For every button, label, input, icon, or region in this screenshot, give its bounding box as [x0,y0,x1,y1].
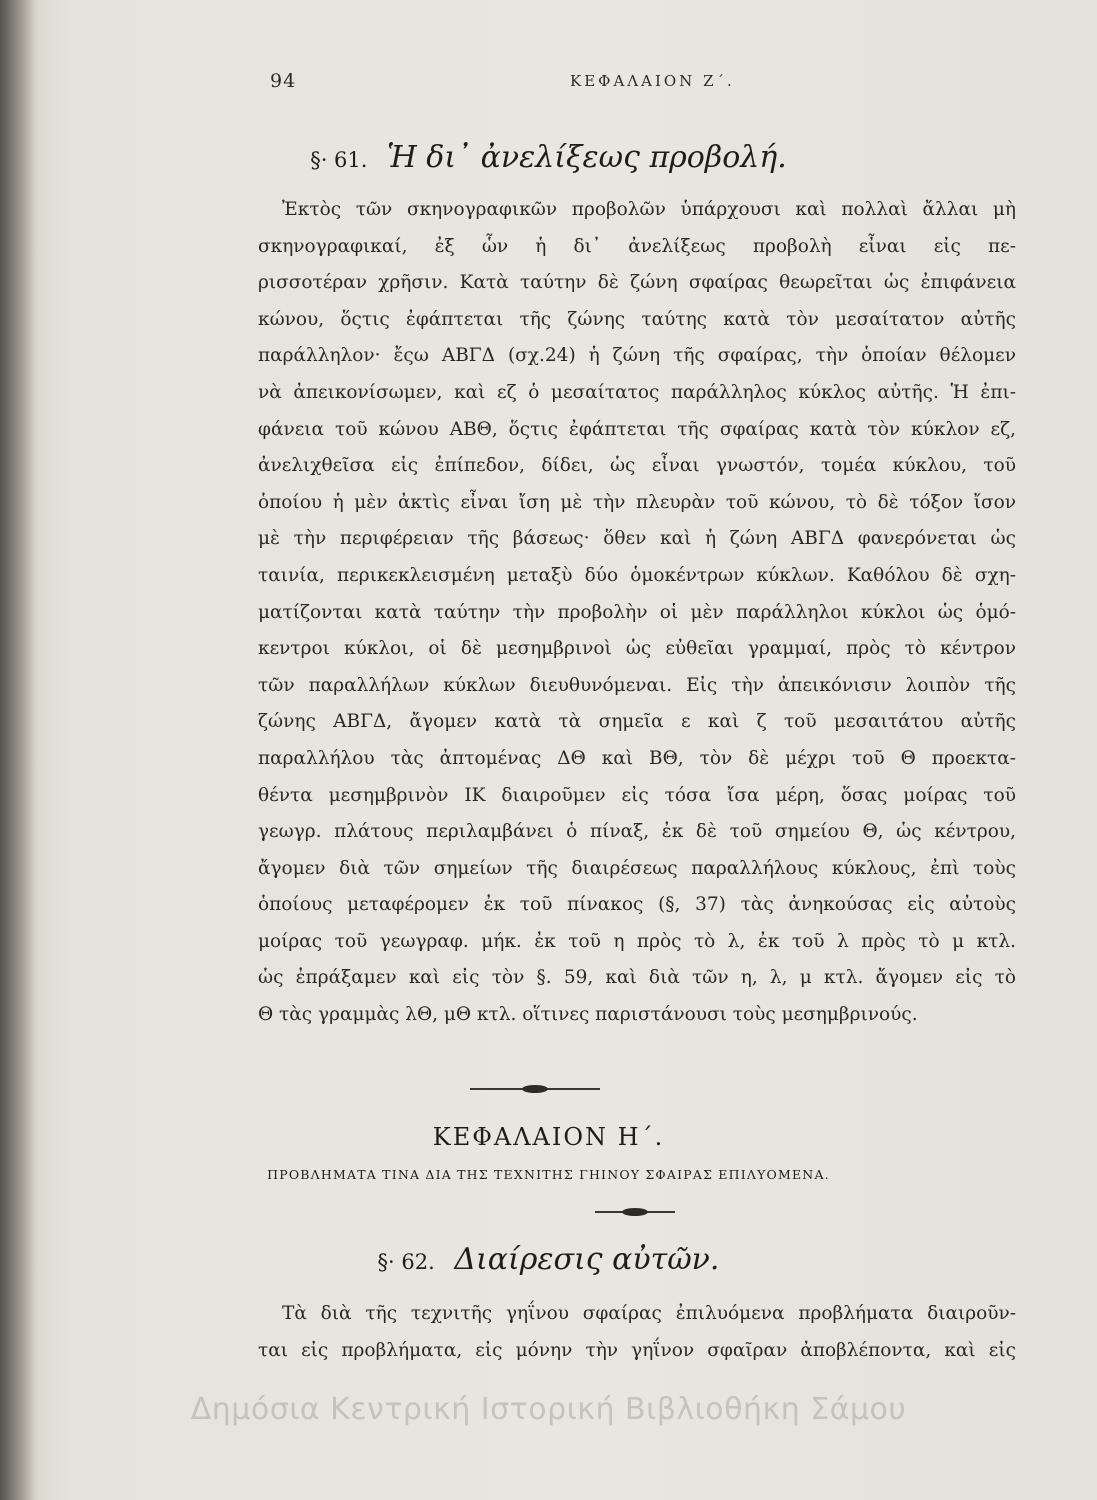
text-line: κώνου, ὅςτις ἐφάπτεται τῆς ζώνης ταύτης κατὰ τὸν μεσαίτατον αὐτῆς [258,308,1016,330]
text-line: μὲ τὴν περιφέρειαν τῆς βάσεως· ὅθεν καὶ ἡ ζώνη ΑΒΓΔ φανερόνεται ὡς [258,528,1016,550]
text-line: Τὰ διὰ τῆς τεχνιτῆς γηΐνου σφαίρας ἐπιλυόμενα προβλήματα διαιροῦν- [282,1303,1016,1324]
text-line: κεντροι κύκλοι, οἱ δὲ μεσημβρινοὶ ὡς εὐθεῖαι γραμμαί, πρὸς τὸ κέντρον [258,638,1016,660]
section-62-body [258,1296,1016,1369]
text-line: ὁποίους μεταφέρομεν ἐκ τοῦ πίνακος (§, 37) τὰς ἀνηκούσας εἰς αὐτοὺς [258,894,1016,916]
text-line: Ἐκτὸς τῶν σκηνογραφικῶν προβολῶν ὑπάρχουσι καὶ πολλαὶ ἄλλαι μὴ [282,199,1016,220]
text-line: ἀνελιχθεῖσα εἰς ἐπίπεδον, δίδει, ὡς εἶναι γνωστόν, τομέα κύκλου, τοῦ [258,455,1016,477]
running-head [250,70,1030,100]
text-line: ματίζονται κατὰ ταύτην τὴν προβολὴν οἱ μὲν παράλληλοι κύκλοι ὡς ὁμό- [258,601,1016,623]
text-line: νὰ ἀπεικονίσωμεν, καὶ εζ ὁ μεσαίτατος παράλληλος κύκλος αὐτῆς. Ἡ ἐπι- [258,381,1016,403]
text-line: ὡς ἐπράξαμεν καὶ εἰς τὸν §. 59, καὶ διὰ τῶν η, λ, μ κτλ. ἄγομεν εἰς τὸ [258,967,1016,989]
ornament-divider-top [470,1088,600,1090]
section-61-heading [0,140,1097,175]
text-line: φάνεια τοῦ κώνου ΑΒΘ, ὅςτις ἐφάπτεται τῆς σφαίρας κατὰ τὸν κύκλον εζ, [258,418,1016,440]
library-watermark: Δημόσια Κεντρική Ιστορική Βιβλιοθήκη Σάμου [190,1392,907,1427]
page-number: 94 [270,70,297,92]
text-line: παραλλήλου τὰς ἀπτομένας ΔΘ καὶ ΒΘ, τὸν δὲ μέχρι τοῦ Θ προεκτα- [258,747,1016,769]
chapter-subtitle: ΠΡΟΒΛΗΜΑΤΑ ΤΙΝΑ ΔΙΑ ΤΗΣ ΤΕΧΝΙΤΗΣ ΓΗΙΝΟΥ ΣΦΑΙΡΑΣ ΕΠΙΛΥΟΜΕΝΑ. [267,1167,830,1182]
text-line: ρισσοτέραν χρῆσιν. Κατὰ ταύτην δὲ ζώνη σφαίρας θεωρεῖται ὡς ἐπιφάνεια [258,272,1016,294]
text-line: τῶν παραλλήλων κύκλων διευθυνόμεναι. Εἰς τὴν ἀπεικόνισιν λοιπὸν τῆς [258,674,1016,696]
text-line: ζώνης ΑΒΓΔ, ἄγομεν κατὰ τὰ σημεῖα ε καὶ ζ τοῦ μεσαιτάτου αὐτῆς [258,711,1016,733]
section-62-number: §· 62. [377,1250,435,1274]
ornament-divider-bottom [595,1211,675,1213]
section-61-title: Ἡ δι᾽ ἀνελίξεως προβολή. [386,140,787,175]
text-line: ὁποίου ἡ μὲν ἀκτὶς εἶναι ἴση μὲ τὴν πλευρὰν τοῦ κώνου, τὸ δὲ τόξον ἴσον [258,491,1016,513]
text-line: μοίρας τοῦ γεωγραφ. μήκ. ἐκ τοῦ η πρὸς τὸ λ, ἐκ τοῦ λ πρὸς τὸ μ κτλ. [258,930,1016,952]
text-line: γεωγρ. πλάτους περιλαμβάνει ὁ πίναξ, ἐκ δὲ τοῦ σημείου Θ, ὡς κέντρου, [258,821,1016,843]
text-line: ἄγομεν διὰ τῶν σημείων τῆς διαιρέσεως παραλλήλους κύκλους, ἐπὶ τοὺς [258,857,1016,879]
running-title: ΚΕΦΑΛΑΙΟΝ Ζ΄. [570,72,735,90]
text-line: ται εἰς προβλήματα, εἰς μόνην τὴν γηΐνον σφαῖραν ἀποβλέποντα, καὶ εἰς [258,1339,1016,1361]
text-line: θέντα μεσημβρινὸν ΙΚ διαιροῦμεν εἰς τόσα ἴσα μέρη, ὅσας μοίρας τοῦ [258,784,1016,806]
text-line: σκηνογραφικαί, ἐξ ὧν ἡ δι᾽ ἀνελίξεως προβολὴ εἶναι εἰς πε- [258,235,1016,257]
text-line: ταινία, περικεκλεισμένη μεταξὺ δύο ὁμοκέντρων κύκλων. Καθόλου δὲ σχη- [258,564,1016,586]
chapter-title: ΚΕΦΑΛΑΙΟΝ Η΄. [432,1123,665,1151]
section-61-number: §· 61. [310,148,368,172]
section-62-heading [0,1242,1097,1277]
text-line: Θ τὰς γραμμὰς λΘ, μΘ κτλ. οἵτινες παριστάνουσι τοὺς μεσημβρινούς. [258,1004,918,1026]
section-62-title: Διαίρεσις αὐτῶν. [454,1242,720,1277]
text-line: παράλληλον· ἔςω ΑΒΓΔ (σχ.24) ἡ ζώνη τῆς σφαίρας, τὴν ὁποίαν θέλομεν [258,345,1016,367]
section-61-body [258,192,1016,1034]
